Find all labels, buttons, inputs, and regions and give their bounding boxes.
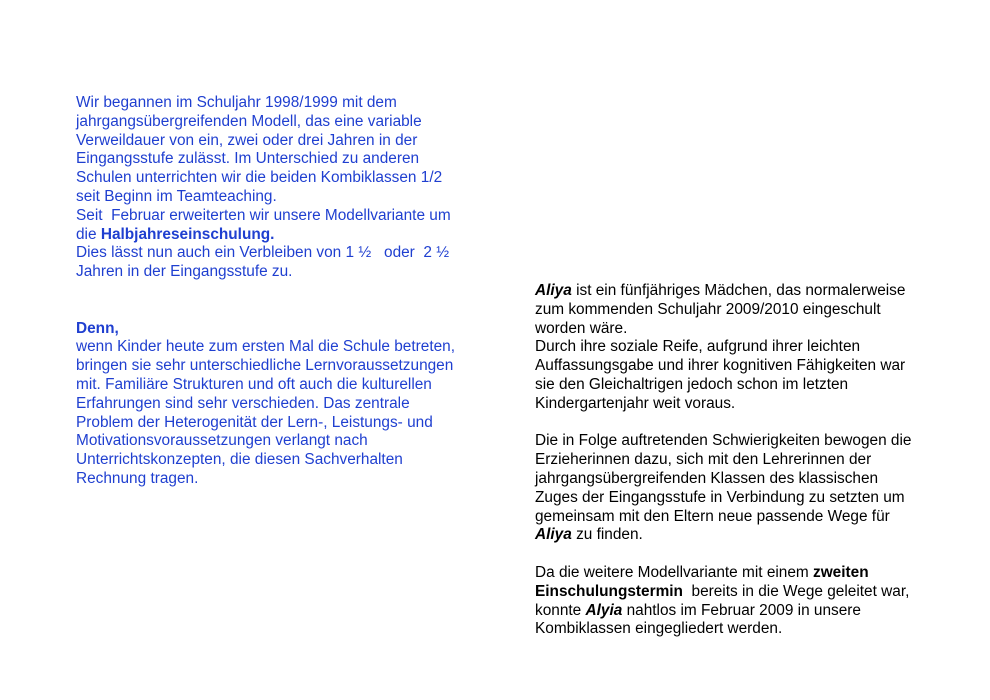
left-paragraph-denn xyxy=(76,320,516,489)
text-line: Auffassungsgabe und ihrer kognitiven Fähigkeiten war xyxy=(535,357,906,375)
text-line: seit Beginn im Teamteaching. xyxy=(76,187,277,205)
text-line: jahrgangsübergreifenden Modell, das eine variable xyxy=(76,112,422,130)
text-line: Rechnung tragen. xyxy=(76,469,199,487)
halbjahreseinschulung-bold: Halbjahreseinschulung. xyxy=(100,225,275,243)
text-line: Kombiklassen eingegliedert werden. xyxy=(535,620,783,638)
text-line: sie den Gleichaltrigen jedoch schon im letzten xyxy=(535,375,849,393)
text-line: Erzieherinnen dazu, sich mit den Lehrerinnen der xyxy=(535,451,872,469)
right-column xyxy=(535,282,955,639)
text-line: Aliya zu finden. xyxy=(535,526,643,544)
text-line: gemeinsam mit den Eltern neue passende Wege für xyxy=(535,507,890,525)
text-line: worden wäre. xyxy=(535,319,628,337)
left-paragraph-model xyxy=(76,94,516,282)
text-line: Motivationsvoraussetzungen verlangt nach xyxy=(76,432,368,450)
text-line: Die in Folge auftretenden Schwierigkeiten bewogen die xyxy=(535,432,912,450)
text-line: jahrgangsübergreifenden Klassen des klassischen xyxy=(535,469,879,487)
text-line: Seit Februar erweiterten wir unsere Modellvariante um xyxy=(76,206,451,224)
text-line: Kindergartenjahr weit voraus. xyxy=(535,394,736,412)
zweiten-bold: zweiten xyxy=(813,563,869,581)
text-line: konnte Alyia nahtlos im Februar 2009 in unsere xyxy=(535,601,861,619)
text-line: Problem der Heterogenität der Lern-, Leistungs- und xyxy=(76,413,433,431)
text-line: wenn Kinder heute zum ersten Mal die Schule betreten, xyxy=(76,338,456,356)
text-line: Durch ihre soziale Reife, aufgrund ihrer leichten xyxy=(535,338,861,356)
left-column xyxy=(76,94,516,489)
text-line: Aliya ist ein fünfjähriges Mädchen, das normalerweise xyxy=(535,282,906,299)
text-line: Dies lässt nun auch ein Verbleiben von 1 ½ oder 2 ½ xyxy=(76,244,450,262)
text-line: Schulen unterrichten wir die beiden Kombiklassen 1/2 xyxy=(76,169,443,187)
text-line: die Halbjahreseinschulung. xyxy=(76,225,275,243)
aliya-name: Aliya xyxy=(535,526,572,544)
right-paragraph-difficulties xyxy=(535,432,955,545)
text-line: Erfahrungen sind sehr verschieden. Das zentrale xyxy=(76,394,410,412)
text-line: Unterrichtskonzepten, die diesen Sachverhalten xyxy=(76,451,403,469)
right-paragraph-intro xyxy=(535,282,955,414)
right-paragraph-second-enrollment xyxy=(535,564,955,639)
text-line: zum kommenden Schuljahr 2009/2010 eingeschult xyxy=(535,300,881,318)
text-line: Zuges der Eingangsstufe in Verbindung zu setzten um xyxy=(535,488,905,506)
denn-heading: Denn, xyxy=(76,319,119,337)
text-line: Jahren in der Eingangsstufe zu. xyxy=(76,263,293,281)
text-line: Verweildauer von ein, zwei oder drei Jahren in der xyxy=(76,131,418,149)
einschulungstermin-bold: Einschulungstermin xyxy=(535,582,683,600)
text-line: Da die weitere Modellvariante mit einem zweiten xyxy=(535,563,869,581)
alyia-name: Alyia xyxy=(585,601,623,619)
text-line: Eingangsstufe zulässt. Im Unterschied zu anderen xyxy=(76,150,420,168)
aliya-name: Aliya xyxy=(535,282,572,299)
text-line: Wir begannen im Schuljahr 1998/1999 mit dem xyxy=(76,94,397,111)
text-line: mit. Familiäre Strukturen und oft auch die kulturellen xyxy=(76,375,432,393)
text-line: bringen sie sehr unterschiedliche Lernvoraussetzungen xyxy=(76,357,454,375)
text-line: Einschulungstermin bereits in die Wege geleitet war, xyxy=(535,582,910,600)
